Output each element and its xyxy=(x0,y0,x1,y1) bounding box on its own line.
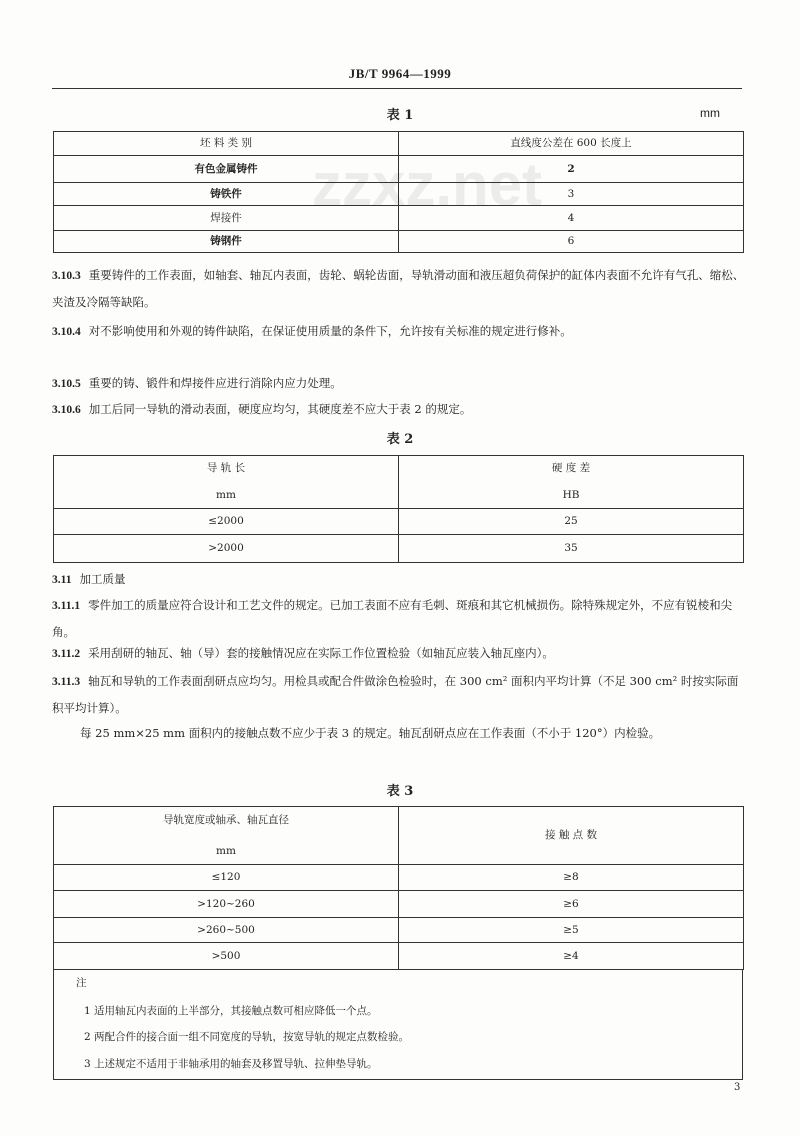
header-unit: mm xyxy=(216,844,236,857)
table-cell: 25 xyxy=(399,509,744,535)
section-text: 加工后同一导轨的滑动表面，硬度应均匀，其硬度差不应大于表 2 的规定。 xyxy=(88,402,472,416)
section-text: 轴瓦和导轨的工作表面刮研点应均匀。用检具或配合件做涂色检验时，在 300 cm² 面积内平均计算（不足 300 cm² 时按实际面积平均计算）。 xyxy=(52,674,739,715)
table1 xyxy=(53,131,744,253)
header-label: 导 轨 长 xyxy=(206,462,246,475)
header-rule xyxy=(52,88,742,89)
table-row xyxy=(54,918,744,943)
note-item: 1 适用轴瓦内表面的上半部分，其接触点数可相应降低一个点。 xyxy=(84,1005,378,1017)
section-number: 3.11.1 xyxy=(52,600,81,612)
table-cell: 35 xyxy=(399,535,744,563)
table-cell: 焊接件 xyxy=(54,206,399,231)
table-cell: 6 xyxy=(399,231,744,253)
section-number: 3.10.5 xyxy=(52,378,81,390)
table3 xyxy=(53,806,744,970)
section-3-10-6 xyxy=(52,396,746,423)
header-label: 导轨宽度或轴承、轴瓦直径 xyxy=(163,813,289,826)
header-unit: HB xyxy=(562,489,580,501)
table-header-row xyxy=(54,807,744,865)
section-number: 3.10.6 xyxy=(52,404,81,416)
section-number: 3.10.3 xyxy=(52,270,81,282)
table-header-cell xyxy=(54,456,399,509)
table-cell: ≥4 xyxy=(399,943,744,970)
section-number: 3.10.4 xyxy=(52,326,81,338)
page-header: JB/T 9964—1999 xyxy=(348,66,452,81)
table-cell: >260~500 xyxy=(54,918,399,943)
watermark: zzxz.net xyxy=(312,151,543,218)
table-row xyxy=(54,206,744,231)
notes-title: 注 xyxy=(76,977,87,989)
table-row xyxy=(54,535,744,563)
table2 xyxy=(53,455,744,563)
body-paragraph: 每 25 mm×25 mm 面积内的接触点数不应少于表 3 的规定。轴瓦刮研点应在工作表面（不小于 120°）内检验。 xyxy=(80,726,661,740)
section-3-11 xyxy=(52,566,746,593)
table-header-row xyxy=(54,456,744,509)
table-row xyxy=(54,231,744,253)
table-cell: ≥8 xyxy=(399,865,744,891)
table-cell: >500 xyxy=(54,943,399,970)
section-number: 3.11.3 xyxy=(52,676,81,688)
table-row xyxy=(54,156,744,183)
section-text: 重要的铸、锻件和焊接件应进行消除内应力处理。 xyxy=(88,376,342,390)
page-number: 3 xyxy=(734,1082,741,1093)
table-cell: ≥5 xyxy=(399,918,744,943)
table-row xyxy=(54,865,744,891)
table-header-cell: 接 触 点 数 xyxy=(399,807,744,865)
section-3-11-2 xyxy=(52,640,746,667)
table3-caption: 表 3 xyxy=(386,784,414,799)
table-header-row xyxy=(54,132,744,156)
table-cell: 4 xyxy=(399,206,744,231)
section-3-10-4 xyxy=(52,318,746,345)
table2-caption: 表 2 xyxy=(386,432,414,447)
header-unit: mm xyxy=(216,489,236,501)
section-number: 3.11 xyxy=(52,574,72,586)
section-3-11-3 xyxy=(52,668,746,721)
table-header-cell: 直线度公差在 600 长度上 xyxy=(399,132,744,156)
table-cell: 有色金属铸件 xyxy=(54,156,399,183)
table-cell: >120~260 xyxy=(54,891,399,918)
section-text: 采用刮研的轴瓦、轴（导）套的接触情况应在实际工作位置检验（如轴瓦应装入轴瓦座内）。 xyxy=(88,646,554,660)
table-cell: ≤2000 xyxy=(54,509,399,535)
section-number: 3.11.2 xyxy=(52,648,81,660)
table-header-cell: 坯 料 类 别 xyxy=(54,132,399,156)
table-cell: >2000 xyxy=(54,535,399,563)
table-header-cell xyxy=(399,456,744,509)
table-row xyxy=(54,891,744,918)
section-3-10-3 xyxy=(52,262,746,315)
table-cell: 2 xyxy=(399,156,744,183)
table-cell: 铸铁件 xyxy=(54,183,399,206)
table-row xyxy=(54,509,744,535)
note-item: 2 两配合件的接合面一组不同宽度的导轨，按宽导轨的规定点数检验。 xyxy=(84,1031,410,1043)
table-cell: ≤120 xyxy=(54,865,399,891)
table-cell: 铸钢件 xyxy=(54,231,399,253)
table1-caption: 表 1 xyxy=(386,108,414,123)
section-text: 对不影响使用和外观的铸件缺陷，在保证使用质量的条件下，允许按有关标准的规定进行修补。 xyxy=(88,324,572,338)
table-header-cell xyxy=(54,807,399,865)
section-text: 零件加工的质量应符合设计和工艺文件的规定。已加工表面不应有毛刺、斑痕和其它机械损伤。除特殊规定外，不应有锐棱和尖角。 xyxy=(52,598,733,639)
section-text: 加工质量 xyxy=(79,572,126,586)
section-3-11-1 xyxy=(52,592,746,645)
table1-unit: mm xyxy=(700,106,720,120)
table-cell: ≥6 xyxy=(399,891,744,918)
table-row xyxy=(54,943,744,970)
section-3-10-5 xyxy=(52,370,746,397)
note-item: 3 上述规定不适用于非轴承用的轴套及移置导轨、拉伸垫导轨。 xyxy=(84,1058,378,1070)
table-row xyxy=(54,183,744,206)
header-label: 硬 度 差 xyxy=(551,462,591,475)
table3-notes xyxy=(53,969,743,1080)
table-cell: 3 xyxy=(399,183,744,206)
section-text: 重要铸件的工作表面，如轴套、轴瓦内表面，齿轮、蜗轮齿面，导轨滑动面和液压超负荷保护的缸体内表面不允许有气孔、缩松、夹渣及冷隔等缺陷。 xyxy=(52,268,745,309)
